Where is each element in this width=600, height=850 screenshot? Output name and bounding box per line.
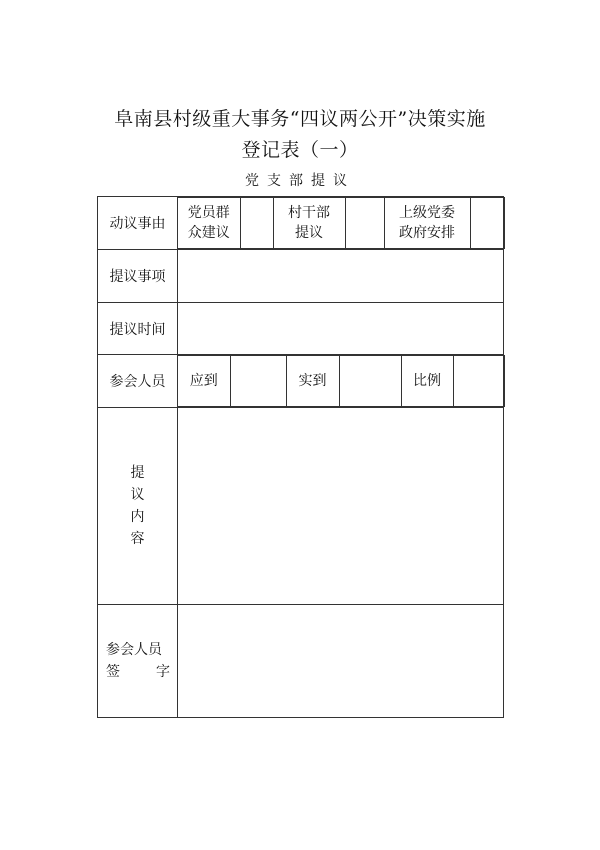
form-subtitle: 党支部提议: [245, 173, 355, 189]
option-member-suggestion-line2: 众建议: [187, 225, 230, 241]
option-member-suggestion-checkbox[interactable]: [240, 198, 273, 249]
proposal-time-row: [98, 303, 504, 355]
signature-row: [98, 605, 504, 718]
option-higher-authority-line1: 上级党委: [399, 205, 455, 221]
option-higher-authority: [384, 198, 470, 249]
attendance-present-field[interactable]: [339, 356, 401, 407]
option-member-suggestion: [178, 198, 240, 249]
proposal-content-char: 内: [130, 509, 145, 525]
proposal-item-label: 提议事项: [98, 250, 178, 303]
proposal-item-row: [98, 250, 504, 303]
proposal-content-field[interactable]: [178, 408, 504, 605]
motion-options-cell: [178, 197, 504, 250]
registration-table: [97, 196, 504, 718]
option-village-cadre-line1: 村干部: [288, 205, 330, 221]
attendance-present-label: 实到: [286, 356, 339, 407]
attendance-ratio-field[interactable]: [453, 356, 504, 407]
signature-label: [98, 605, 178, 718]
motion-row: [98, 197, 504, 250]
attendance-row: [98, 355, 504, 408]
signature-label-line1: 参会人员: [106, 642, 162, 658]
proposal-content-char: 议: [130, 487, 145, 503]
option-higher-authority-line2: 政府安排: [399, 225, 455, 241]
motion-label: 动议事由: [98, 197, 178, 250]
attendance-label: 参会人员: [98, 355, 178, 408]
proposal-content-row: [98, 408, 504, 605]
proposal-content-char: 提: [130, 465, 145, 481]
proposal-time-field[interactable]: [178, 303, 504, 355]
proposal-content-label: [98, 408, 178, 605]
proposal-item-field[interactable]: [178, 250, 504, 303]
proposal-content-char: 容: [130, 531, 145, 547]
attendance-ratio-label: 比例: [401, 356, 453, 407]
form-title-line2: 登记表（一）: [241, 139, 359, 161]
option-village-cadre: [273, 198, 345, 249]
option-village-cadre-line2: 提议: [295, 225, 323, 241]
attendance-cell: [178, 355, 504, 408]
option-village-cadre-checkbox[interactable]: [345, 198, 384, 249]
option-higher-authority-checkbox[interactable]: [470, 198, 504, 249]
attendance-due-field[interactable]: [230, 356, 286, 407]
proposal-time-label: 提议时间: [98, 303, 178, 355]
signature-field[interactable]: [178, 605, 504, 718]
option-member-suggestion-line1: 党员群: [187, 205, 230, 221]
form-title-line1: 阜南县村级重大事务“四议两公开”决策实施: [114, 108, 486, 130]
signature-label-line2: 签 字: [106, 664, 170, 680]
attendance-due-label: 应到: [178, 356, 230, 407]
